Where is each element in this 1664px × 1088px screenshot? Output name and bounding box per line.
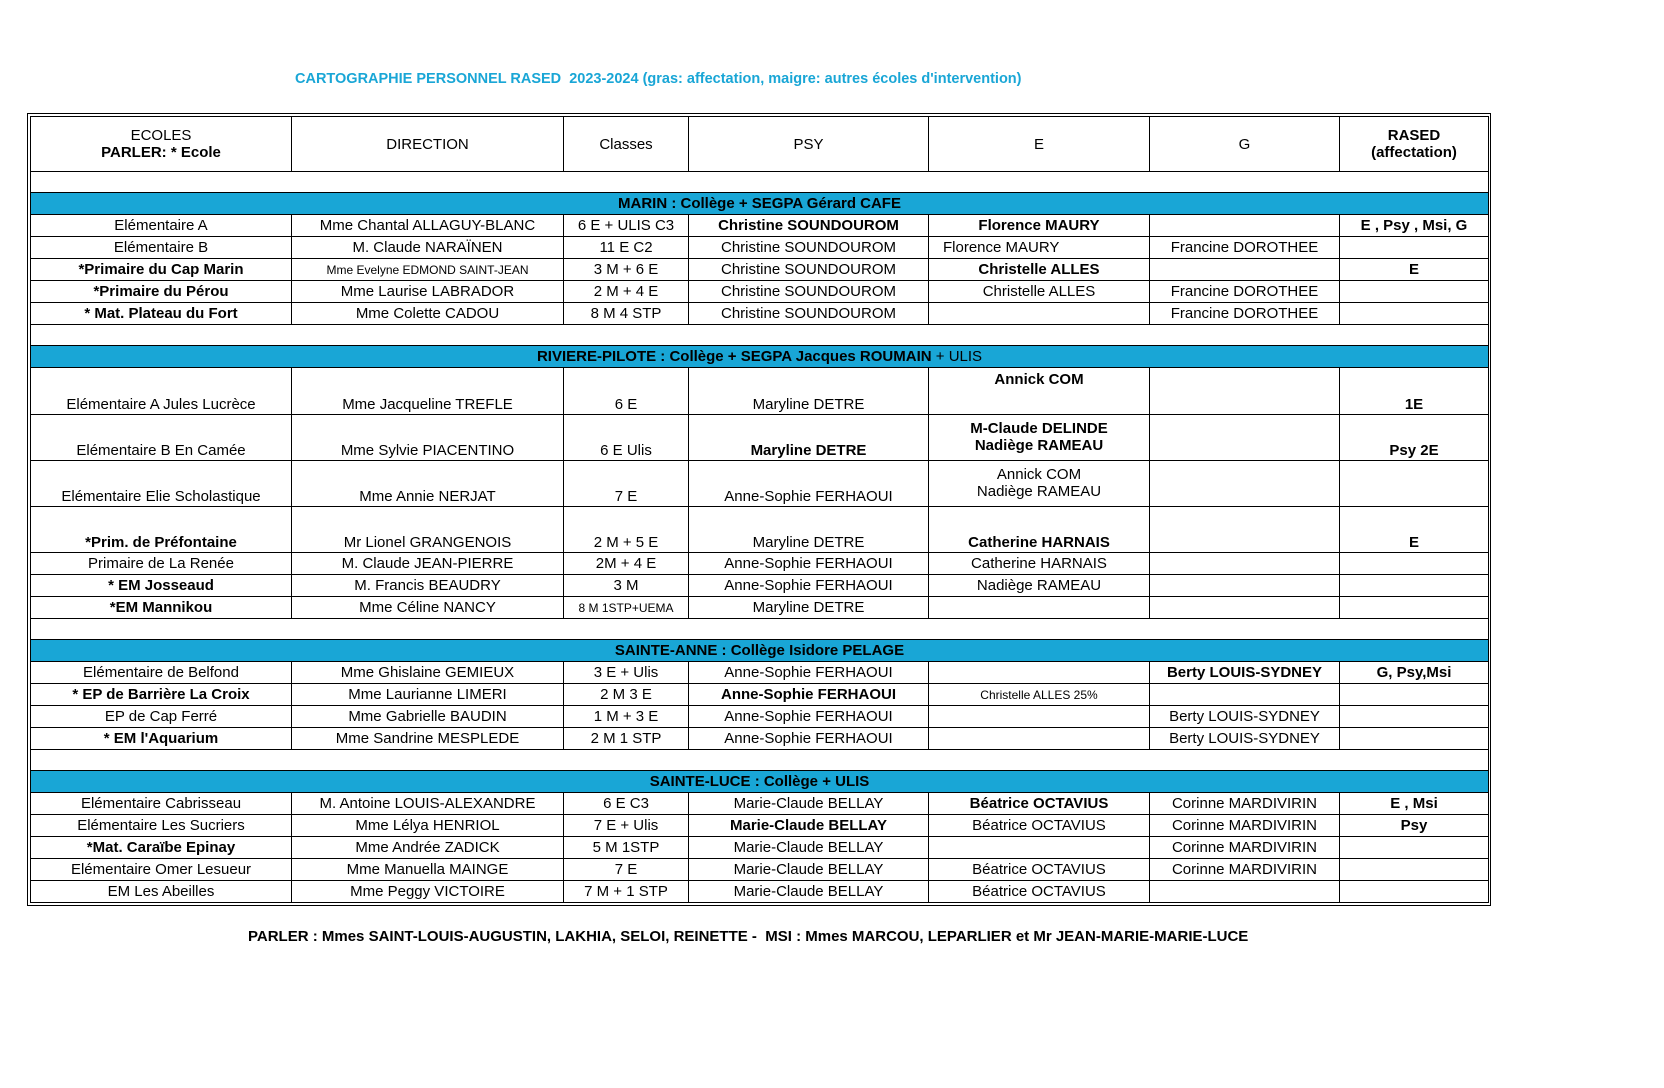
cell-classes: 2 M 3 E (564, 684, 689, 706)
table-row (31, 368, 1489, 415)
table-row (31, 881, 1489, 903)
table-row (31, 281, 1489, 303)
cell-classes: 3 M + 6 E (564, 259, 689, 281)
cell-direction: Mme Annie NERJAT (292, 461, 564, 507)
cell-ecole: EM Les Abeilles (31, 881, 292, 903)
cell-classes: 7 E (564, 461, 689, 507)
table-row (31, 237, 1489, 259)
cell-direction: Mme Lélya HENRIOL (292, 815, 564, 837)
cell-e (929, 728, 1150, 750)
cell-direction: Mme Peggy VICTOIRE (292, 881, 564, 903)
cell-g: Francine DOROTHEE (1150, 281, 1340, 303)
cell-g (1150, 368, 1340, 415)
cell-classes: 7 E + Ulis (564, 815, 689, 837)
table-row (31, 597, 1489, 619)
cell-e: Annick COM (929, 368, 1150, 415)
cell-classes: 6 E (564, 368, 689, 415)
cell-psy: Christine SOUNDOUROM (689, 259, 929, 281)
table-row (31, 575, 1489, 597)
table-row (31, 461, 1489, 507)
cell-ecole: Elémentaire B En Camée (31, 415, 292, 461)
section-title: SAINTE-LUCE : Collège + ULIS (31, 771, 1489, 793)
cell-e (929, 706, 1150, 728)
cell-e (929, 837, 1150, 859)
cell-g (1150, 507, 1340, 553)
cell-direction: Mme Gabrielle BAUDIN (292, 706, 564, 728)
cell-g: Corinne MARDIVIRIN (1150, 793, 1340, 815)
table-row (31, 662, 1489, 684)
cell-psy: Christine SOUNDOUROM (689, 303, 929, 325)
table-row (31, 793, 1489, 815)
section-row-marin (31, 193, 1489, 215)
cell-ecole: Primaire de La Renée (31, 553, 292, 575)
cell-rased (1340, 575, 1489, 597)
cell-e: Béatrice OCTAVIUS (929, 859, 1150, 881)
cell-g (1150, 215, 1340, 237)
header-g: G (1150, 117, 1340, 172)
cell-ecole: * EP de Barrière La Croix (31, 684, 292, 706)
cell-e: Nadiège RAMEAU (929, 575, 1150, 597)
cell-g: Corinne MARDIVIRIN (1150, 837, 1340, 859)
header-classes: Classes (564, 117, 689, 172)
cell-classes: 8 M 4 STP (564, 303, 689, 325)
cell-classes: 7 M + 1 STP (564, 881, 689, 903)
cell-e (929, 303, 1150, 325)
section-title: SAINTE-ANNE : Collège Isidore PELAGE (31, 640, 1489, 662)
cell-rased (1340, 461, 1489, 507)
cell-classes: 2 M + 5 E (564, 507, 689, 553)
cell-psy: Maryline DETRE (689, 507, 929, 553)
cell-direction: Mme Ghislaine GEMIEUX (292, 662, 564, 684)
cell-g: Francine DOROTHEE (1150, 303, 1340, 325)
cell-rased (1340, 553, 1489, 575)
cell-ecole: *Mat. Caraïbe Epinay (31, 837, 292, 859)
cell-psy: Anne-Sophie FERHAOUI (689, 461, 929, 507)
cell-e (929, 597, 1150, 619)
cell-classes: 2 M 1 STP (564, 728, 689, 750)
cell-psy: Marie-Claude BELLAY (689, 793, 929, 815)
cell-classes: 11 E C2 (564, 237, 689, 259)
cell-direction: M. Claude NARAÏNEN (292, 237, 564, 259)
cell-ecole: EP de Cap Ferré (31, 706, 292, 728)
spacer-row (31, 172, 1489, 193)
cell-e: Annick COM Nadiège RAMEAU (929, 461, 1150, 507)
cell-psy: Marie-Claude BELLAY (689, 837, 929, 859)
cell-direction: Mme Evelyne EDMOND SAINT-JEAN (292, 259, 564, 281)
cell-g: Berty LOUIS-SYDNEY (1150, 662, 1340, 684)
cell-direction: Mme Jacqueline TREFLE (292, 368, 564, 415)
table-row (31, 553, 1489, 575)
table-row (31, 859, 1489, 881)
cell-direction: Mme Laurise LABRADOR (292, 281, 564, 303)
cell-direction: Mme Sylvie PIACENTINO (292, 415, 564, 461)
cell-e: Béatrice OCTAVIUS (929, 881, 1150, 903)
cell-ecole: Elémentaire Elie Scholastique (31, 461, 292, 507)
cell-rased: E (1340, 507, 1489, 553)
cell-psy: Christine SOUNDOUROM (689, 215, 929, 237)
header-ecoles: ECOLES PARLER: * Ecole (31, 117, 292, 172)
cell-direction: M. Antoine LOUIS-ALEXANDRE (292, 793, 564, 815)
cell-psy: Marie-Claude BELLAY (689, 881, 929, 903)
spacer-row (31, 750, 1489, 771)
cell-ecole: *Primaire du Pérou (31, 281, 292, 303)
cell-rased: Psy (1340, 815, 1489, 837)
cell-direction: Mme Manuella MAINGE (292, 859, 564, 881)
spacer-row (31, 325, 1489, 346)
cell-g (1150, 684, 1340, 706)
table-row (31, 507, 1489, 553)
cell-direction: Mme Céline NANCY (292, 597, 564, 619)
header-rased: RASED (affectation) (1340, 117, 1489, 172)
cell-classes: 7 E (564, 859, 689, 881)
cell-direction: Mr Lionel GRANGENOIS (292, 507, 564, 553)
cell-e (929, 662, 1150, 684)
cell-ecole: Elémentaire Omer Lesueur (31, 859, 292, 881)
cell-g: Berty LOUIS-SYDNEY (1150, 706, 1340, 728)
cell-e: Christelle ALLES 25% (929, 684, 1150, 706)
section-title: MARIN : Collège + SEGPA Gérard CAFE (31, 193, 1489, 215)
cell-ecole: * Mat. Plateau du Fort (31, 303, 292, 325)
table-row (31, 215, 1489, 237)
cell-rased (1340, 684, 1489, 706)
cell-classes: 6 E + ULIS C3 (564, 215, 689, 237)
cell-psy: Anne-Sophie FERHAOUI (689, 728, 929, 750)
cell-g (1150, 575, 1340, 597)
cell-rased: Psy 2E (1340, 415, 1489, 461)
header-e: E (929, 117, 1150, 172)
table-row (31, 684, 1489, 706)
cell-psy: Anne-Sophie FERHAOUI (689, 662, 929, 684)
cell-g (1150, 881, 1340, 903)
cell-rased: E (1340, 259, 1489, 281)
cell-psy: Marie-Claude BELLAY (689, 815, 929, 837)
cell-psy: Marie-Claude BELLAY (689, 859, 929, 881)
cell-g: Berty LOUIS-SYDNEY (1150, 728, 1340, 750)
cell-direction: Mme Colette CADOU (292, 303, 564, 325)
table-row (31, 259, 1489, 281)
cell-e: Catherine HARNAIS (929, 507, 1150, 553)
section-title: RIVIERE-PILOTE : Collège + SEGPA Jacques ROUMAIN + ULIS (31, 346, 1489, 368)
cell-psy: Anne-Sophie FERHAOUI (689, 684, 929, 706)
section-row-sainte-luce (31, 771, 1489, 793)
cell-ecole: *Primaire du Cap Marin (31, 259, 292, 281)
cell-classes: 1 M + 3 E (564, 706, 689, 728)
cell-direction: Mme Andrée ZADICK (292, 837, 564, 859)
section-row-sainte-anne (31, 640, 1489, 662)
cell-g (1150, 597, 1340, 619)
cell-classes: 6 E Ulis (564, 415, 689, 461)
cell-ecole: Elémentaire B (31, 237, 292, 259)
cell-psy: Maryline DETRE (689, 415, 929, 461)
cell-g: Corinne MARDIVIRIN (1150, 859, 1340, 881)
cell-e: Florence MAURY (929, 237, 1150, 259)
cell-psy: Christine SOUNDOUROM (689, 237, 929, 259)
cell-classes: 5 M 1STP (564, 837, 689, 859)
cell-g: Corinne MARDIVIRIN (1150, 815, 1340, 837)
cell-direction: M. Claude JEAN-PIERRE (292, 553, 564, 575)
cell-e: M-Claude DELINDE Nadiège RAMEAU (929, 415, 1150, 461)
cell-rased (1340, 881, 1489, 903)
cell-direction: Mme Chantal ALLAGUY-BLANC (292, 215, 564, 237)
section-row-riviere-pilote (31, 346, 1489, 368)
cell-e: Christelle ALLES (929, 281, 1150, 303)
cell-ecole: Elémentaire A (31, 215, 292, 237)
cell-e: Béatrice OCTAVIUS (929, 793, 1150, 815)
cell-rased (1340, 706, 1489, 728)
cell-rased: E , Psy , Msi, G (1340, 215, 1489, 237)
cell-classes: 3 M (564, 575, 689, 597)
cell-psy: Maryline DETRE (689, 597, 929, 619)
cell-rased (1340, 837, 1489, 859)
cell-classes: 2 M + 4 E (564, 281, 689, 303)
cell-psy: Maryline DETRE (689, 368, 929, 415)
cell-e: Catherine HARNAIS (929, 553, 1150, 575)
cell-e: Christelle ALLES (929, 259, 1150, 281)
table-header-row (31, 117, 1489, 172)
cell-ecole: Elémentaire A Jules Lucrèce (31, 368, 292, 415)
cell-classes: 2M + 4 E (564, 553, 689, 575)
cell-g: Francine DOROTHEE (1150, 237, 1340, 259)
cell-rased (1340, 303, 1489, 325)
cell-rased: E , Msi (1340, 793, 1489, 815)
cell-ecole: Elémentaire Les Sucriers (31, 815, 292, 837)
cell-g (1150, 259, 1340, 281)
rased-table-frame (27, 113, 1491, 906)
document-title: CARTOGRAPHIE PERSONNEL RASED 2023-2024 (gras: affectation, maigre: autres écoles d'intervention) (295, 71, 1022, 87)
cell-ecole: *Prim. de Préfontaine (31, 507, 292, 553)
cell-direction: Mme Sandrine MESPLEDE (292, 728, 564, 750)
cell-ecole: * EM Josseaud (31, 575, 292, 597)
header-direction: DIRECTION (292, 117, 564, 172)
cell-rased (1340, 728, 1489, 750)
cell-e: Béatrice OCTAVIUS (929, 815, 1150, 837)
cell-psy: Anne-Sophie FERHAOUI (689, 553, 929, 575)
table-row (31, 728, 1489, 750)
table-row (31, 837, 1489, 859)
cell-g (1150, 553, 1340, 575)
spacer-row (31, 619, 1489, 640)
cell-classes: 3 E + Ulis (564, 662, 689, 684)
cell-direction: Mme Laurianne LIMERI (292, 684, 564, 706)
footer-note: PARLER : Mmes SAINT-LOUIS-AUGUSTIN, LAKHIA, SELOI, REINETTE - MSI : Mmes MARCOU, LEPARLIER et Mr JEAN-MARIE-MARIE-LUCE (248, 928, 1249, 945)
cell-psy: Anne-Sophie FERHAOUI (689, 706, 929, 728)
table-row (31, 815, 1489, 837)
header-psy: PSY (689, 117, 929, 172)
table-row (31, 415, 1489, 461)
cell-rased (1340, 597, 1489, 619)
cell-ecole: * EM l'Aquarium (31, 728, 292, 750)
cell-classes: 6 E C3 (564, 793, 689, 815)
cell-ecole: Elémentaire de Belfond (31, 662, 292, 684)
cell-psy: Christine SOUNDOUROM (689, 281, 929, 303)
cell-rased: 1E (1340, 368, 1489, 415)
cell-g (1150, 461, 1340, 507)
cell-psy: Anne-Sophie FERHAOUI (689, 575, 929, 597)
cell-rased (1340, 859, 1489, 881)
cell-direction: M. Francis BEAUDRY (292, 575, 564, 597)
cell-e: Florence MAURY (929, 215, 1150, 237)
rased-table (30, 116, 1489, 903)
cell-ecole: Elémentaire Cabrisseau (31, 793, 292, 815)
cell-ecole: *EM Mannikou (31, 597, 292, 619)
cell-rased: G, Psy,Msi (1340, 662, 1489, 684)
cell-g (1150, 415, 1340, 461)
cell-rased (1340, 237, 1489, 259)
table-row (31, 303, 1489, 325)
cell-classes: 8 M 1STP+UEMA (564, 597, 689, 619)
cell-rased (1340, 281, 1489, 303)
table-row (31, 706, 1489, 728)
